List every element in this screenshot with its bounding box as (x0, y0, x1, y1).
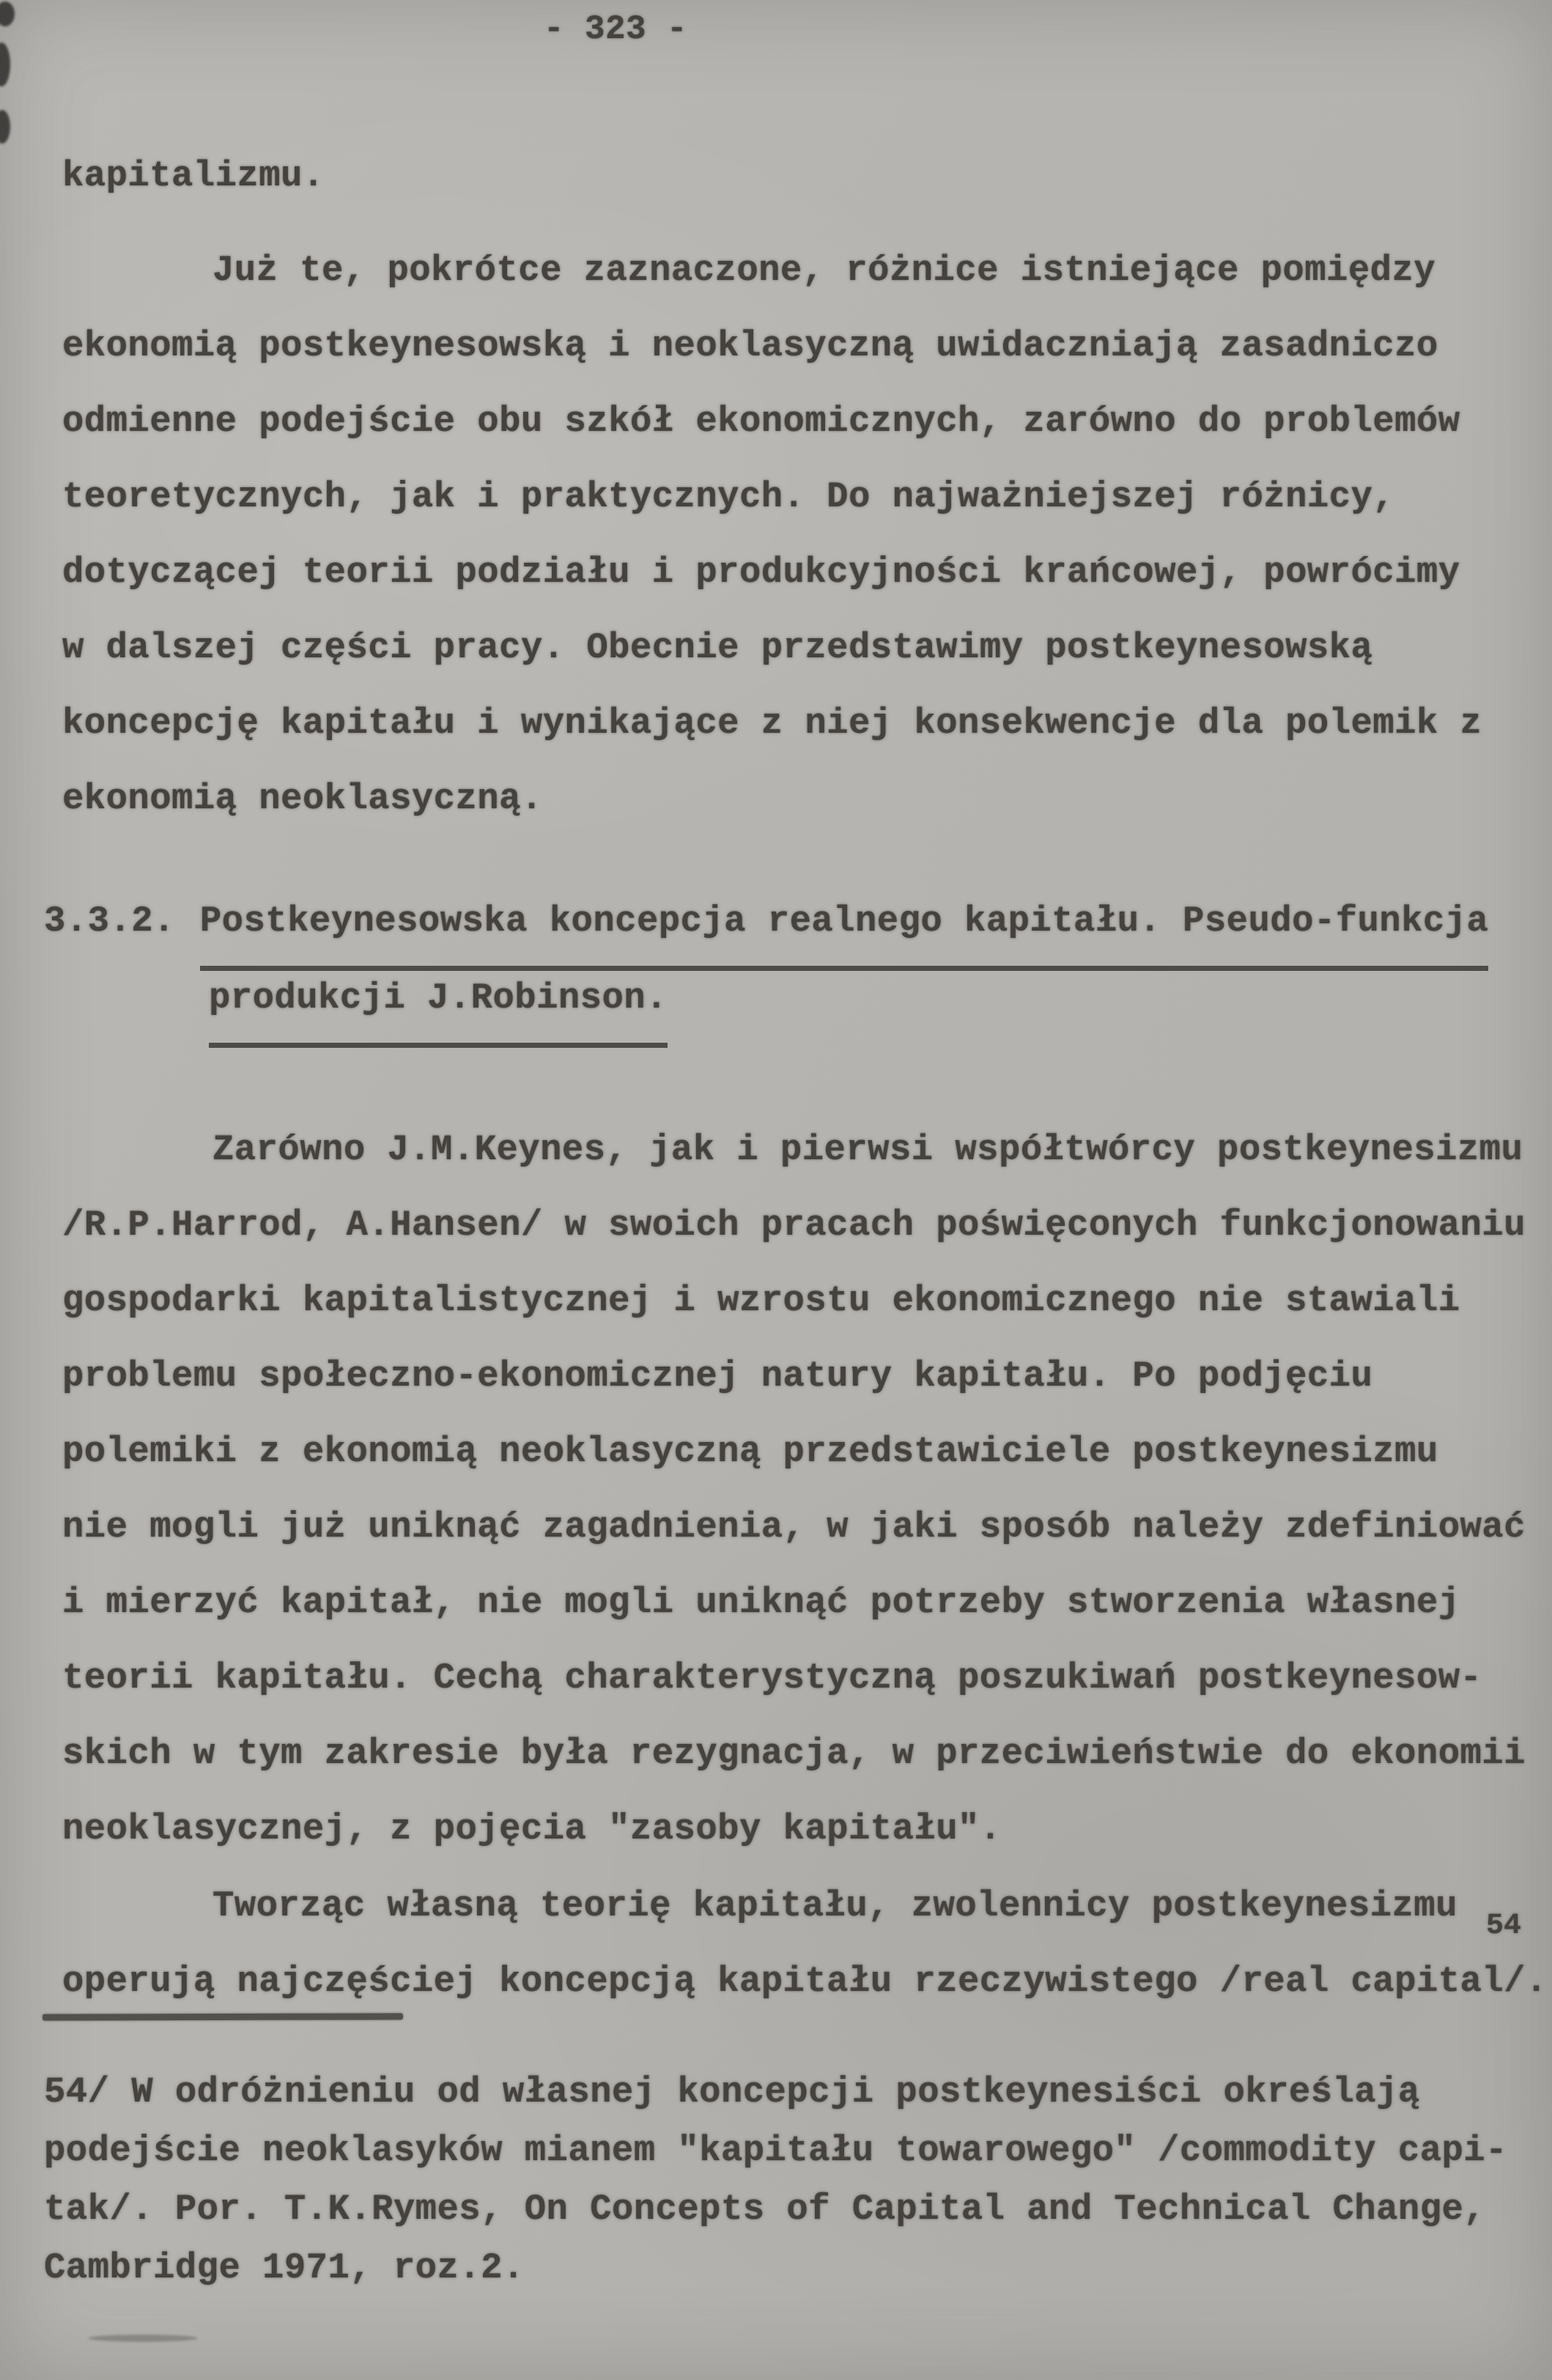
scan-artifact (88, 2335, 198, 2342)
body-line: i mierzyć kapitał, nie mogli uniknąć potrzeby stworzenia własnej (62, 1582, 1460, 1623)
body-line: w dalszej części pracy. Obecnie przedstawimy postkeynesowską (62, 627, 1373, 668)
body-line: Już te, pokrótce zaznaczone, różnice istniejące pomiędzy (213, 250, 1436, 291)
body-line: operują najczęściej koncepcją kapitału rzeczywistego /real capital/. (62, 1961, 1548, 2002)
orphan-line: kapitalizmu. (62, 155, 325, 196)
body-line: teoretycznych, jak i praktycznych. Do najważniejszej różnicy, (62, 476, 1395, 517)
body-line: skich w tym zakresie była rezygnacja, w przeciwieństwie do ekonomii (62, 1733, 1526, 1774)
section-heading (44, 883, 1530, 1037)
body-line: polemiki z ekonomią neoklasyczną przedstawiciele postkeynesizmu (62, 1431, 1438, 1472)
footnote-separator (43, 2013, 403, 2020)
section-title-line-2: produkcji J.Robinson. (209, 960, 668, 1048)
body-line: neoklasycznej, z pojęcia "zasoby kapitału". (62, 1808, 1002, 1849)
paragraph-3 (62, 1869, 1548, 2019)
body-line: gospodarki kapitalistycznej i wzrostu ekonomicznego nie stawiali (62, 1280, 1460, 1321)
scan-artifact (0, 1, 15, 26)
paragraph-1 (62, 233, 1530, 837)
body-line: Tworząc własną teorię kapitału, zwolennicy postkeynesizmu (213, 1885, 1457, 1926)
footnote-line: podejście neoklasyków mianem "kapitału towarowego" /commodity capi- (44, 2130, 1507, 2171)
footnote (44, 2063, 1530, 2297)
footnote-line: Cambridge 1971, roz.2. (44, 2247, 525, 2288)
body-line: koncepcję kapitału i wynikające z niej konsekwencje dla polemik z (62, 703, 1482, 744)
body-line: ekonomią postkeynesowską i neoklasyczną uwidaczniają zasadniczo (62, 325, 1438, 366)
body-line: ekonomią neoklasyczną. (62, 778, 543, 819)
body-line: teorii kapitału. Cechą charakterystyczną poszukiwań postkeynesow- (62, 1658, 1482, 1699)
paragraph-2 (62, 1112, 1530, 1867)
body-line: /R.P.Harrod, A.Hansen/ w swoich pracach poświęconych funkcjonowaniu (62, 1205, 1526, 1246)
body-line: odmienne podejście obu szkół ekonomicznych, zarówno do problemów (62, 401, 1460, 442)
footnote-line: 54/ W odróżnieniu od własnej koncepcji postkeynesiści określają (44, 2072, 1420, 2113)
body-line: problemu społeczno-ekonomicznej natury kapitału. Po podjęciu (62, 1356, 1373, 1397)
section-title-line-1: Postkeynesowska koncepcja realnego kapitału. Pseudo-funkcja (200, 883, 1488, 971)
scan-artifact (0, 110, 10, 144)
body-line: dotyczącej teorii podziału i produkcyjności krańcowej, powrócimy (62, 552, 1460, 593)
footnote-reference-superscript: 54 (1486, 1910, 1522, 1943)
section-number: 3.3.2. (44, 901, 175, 942)
scan-artifact (0, 42, 10, 86)
page-number: - 323 - (544, 10, 688, 48)
body-line: nie mogli już uniknąć zagadnienia, w jaki sposób należy zdefiniować (62, 1507, 1526, 1548)
footnote-line: tak/. Por. T.K.Rymes, On Concepts of Capital and Technical Change, (44, 2189, 1486, 2230)
body-line: Zarówno J.M.Keynes, jak i pierwsi współtwórcy postkeynesizmu (213, 1129, 1523, 1170)
